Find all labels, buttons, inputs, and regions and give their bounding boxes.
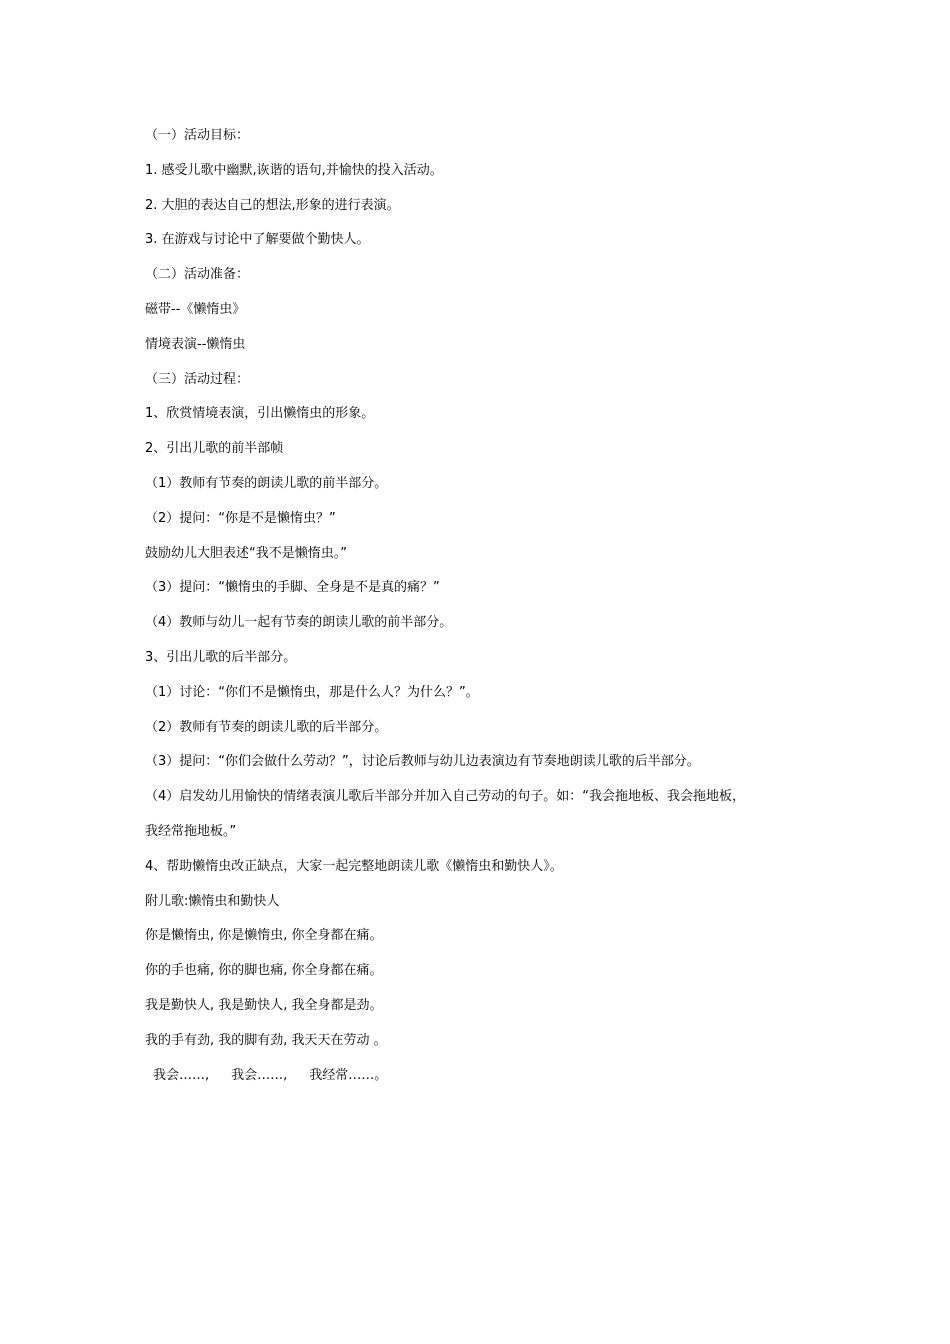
- process-step-3: 3、引出儿歌的后半部分。: [145, 649, 297, 665]
- song-last-part-1: 我会……,: [153, 1067, 210, 1083]
- process-substep: 鼓励幼儿大胆表述“我不是懒惰虫。”: [145, 545, 347, 561]
- preparation-item-2: 情境表演--懒惰虫: [145, 336, 246, 352]
- section-heading-process: （三）活动过程：: [145, 371, 250, 387]
- song-line: 你的手也痛, 你的脚也痛, 你全身都在痛。: [145, 963, 383, 979]
- process-substep: （3）提问：“你们会做什么劳动？”，讨论后教师与幼儿边表演边有节奏地朗读儿歌的后半部分。: [145, 754, 700, 770]
- document-body: [145, 124, 825, 1098]
- process-step-1: 1、欣赏情境表演，引出懒惰虫的形象。: [145, 406, 375, 422]
- goal-item-3: 3. 在游戏与讨论中了解要做个勤快人。: [145, 232, 370, 248]
- song-title: 附儿歌:懒惰虫和勤快人: [145, 893, 280, 909]
- process-substep-continued: 我经常拖地板。”: [145, 823, 237, 839]
- process-substep: （2）提问：“你是不是懒惰虫？”: [145, 510, 336, 526]
- song-line: 我的手有劲, 我的脚有劲, 我天天在劳动 。: [145, 1032, 387, 1048]
- section-heading-goals: （一）活动目标：: [145, 128, 250, 143]
- goal-item-1: 1. 感受儿歌中幽默,诙谐的语句,并愉快的投入活动。: [145, 162, 443, 178]
- section-heading-preparation: （二）活动准备：: [145, 267, 250, 283]
- process-step-4: 4、帮助懒惰虫改正缺点，大家一起完整地朗读儿歌《懒惰虫和勤快人》。: [145, 858, 563, 874]
- process-substep: （2）教师有节奏的朗读儿歌的后半部分。: [145, 719, 388, 735]
- goal-item-2: 2. 大胆的表达自己的想法,形象的进行表演。: [145, 197, 400, 213]
- process-step-2: 2、引出儿歌的前半部帧: [145, 441, 284, 457]
- process-substep: （1）讨论：“你们不是懒惰虫，那是什么人？为什么？”。: [145, 684, 479, 700]
- song-last-line: [145, 1064, 825, 1099]
- song-line: 我是勤快人, 我是勤快人, 我全身都是劲。: [145, 997, 383, 1013]
- song-last-part-3: 我经常……。: [309, 1067, 388, 1083]
- preparation-item-1: 磁带--《懒惰虫》: [145, 301, 246, 317]
- process-substep: （3）提问：“懒惰虫的手脚、全身是不是真的痛？”: [145, 580, 440, 596]
- song-line: 你是懒惰虫, 你是懒惰虫, 你全身都在痛。: [145, 928, 383, 944]
- process-substep: （1）教师有节奏的朗读儿歌的前半部分。: [145, 475, 388, 491]
- process-substep: （4）启发幼儿用愉快的情绪表演儿歌后半部分并加入自己劳动的句子。如：“我会拖地板、我会拖地板，: [145, 789, 746, 805]
- song-last-part-2: 我会……,: [231, 1067, 288, 1083]
- process-substep: （4）教师与幼儿一起有节奏的朗读儿歌的前半部分。: [145, 615, 453, 631]
